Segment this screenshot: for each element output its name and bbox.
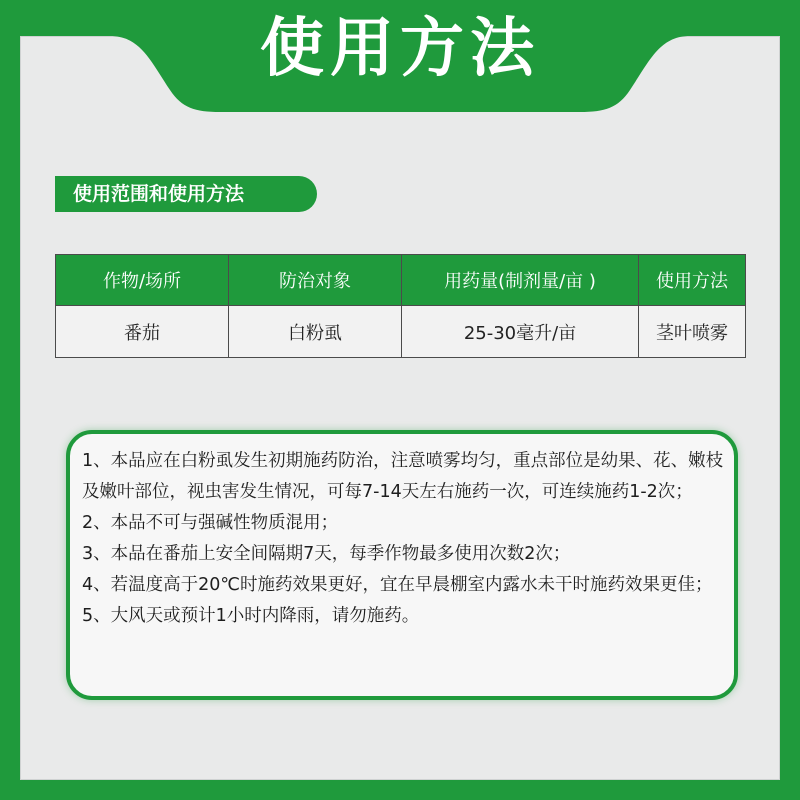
column-header-dosage: 用药量(制剂量/亩 )	[402, 255, 639, 306]
note-item: 2、本品不可与强碱性物质混用；	[82, 513, 339, 533]
table-row	[56, 306, 746, 358]
usage-table	[55, 254, 746, 358]
table-header-row	[56, 255, 746, 306]
cell-method: 茎叶喷雾	[639, 306, 746, 358]
note-item: 4、若温度高于20℃时施药效果更好，宜在早晨棚室内露水未干时施药效果更佳；	[82, 575, 713, 595]
page-title: 使用方法	[260, 12, 540, 86]
note-item: 1、本品应在白粉虱发生初期施药防治，注意喷雾均匀，重点部位是幼果、花、嫩枝及嫩叶部位，视虫害发生情况，可每7-14天左右施药一次，可连续施药1-2次；	[82, 451, 724, 502]
note-item: 5、大风天或预计1小时内降雨，请勿施药。	[82, 606, 420, 626]
column-header-method: 使用方法	[639, 255, 746, 306]
cell-crop: 番茄	[56, 306, 229, 358]
title-band	[0, 0, 800, 112]
section-heading: 使用范围和使用方法	[55, 176, 317, 212]
cell-dosage: 25-30毫升/亩	[402, 306, 639, 358]
column-header-target: 防治对象	[229, 255, 402, 306]
column-header-crop: 作物/场所	[56, 255, 229, 306]
usage-notes-box	[66, 430, 738, 700]
cell-target: 白粉虱	[229, 306, 402, 358]
note-item: 3、本品在番茄上安全间隔期7天，每季作物最多使用次数2次；	[82, 544, 571, 564]
